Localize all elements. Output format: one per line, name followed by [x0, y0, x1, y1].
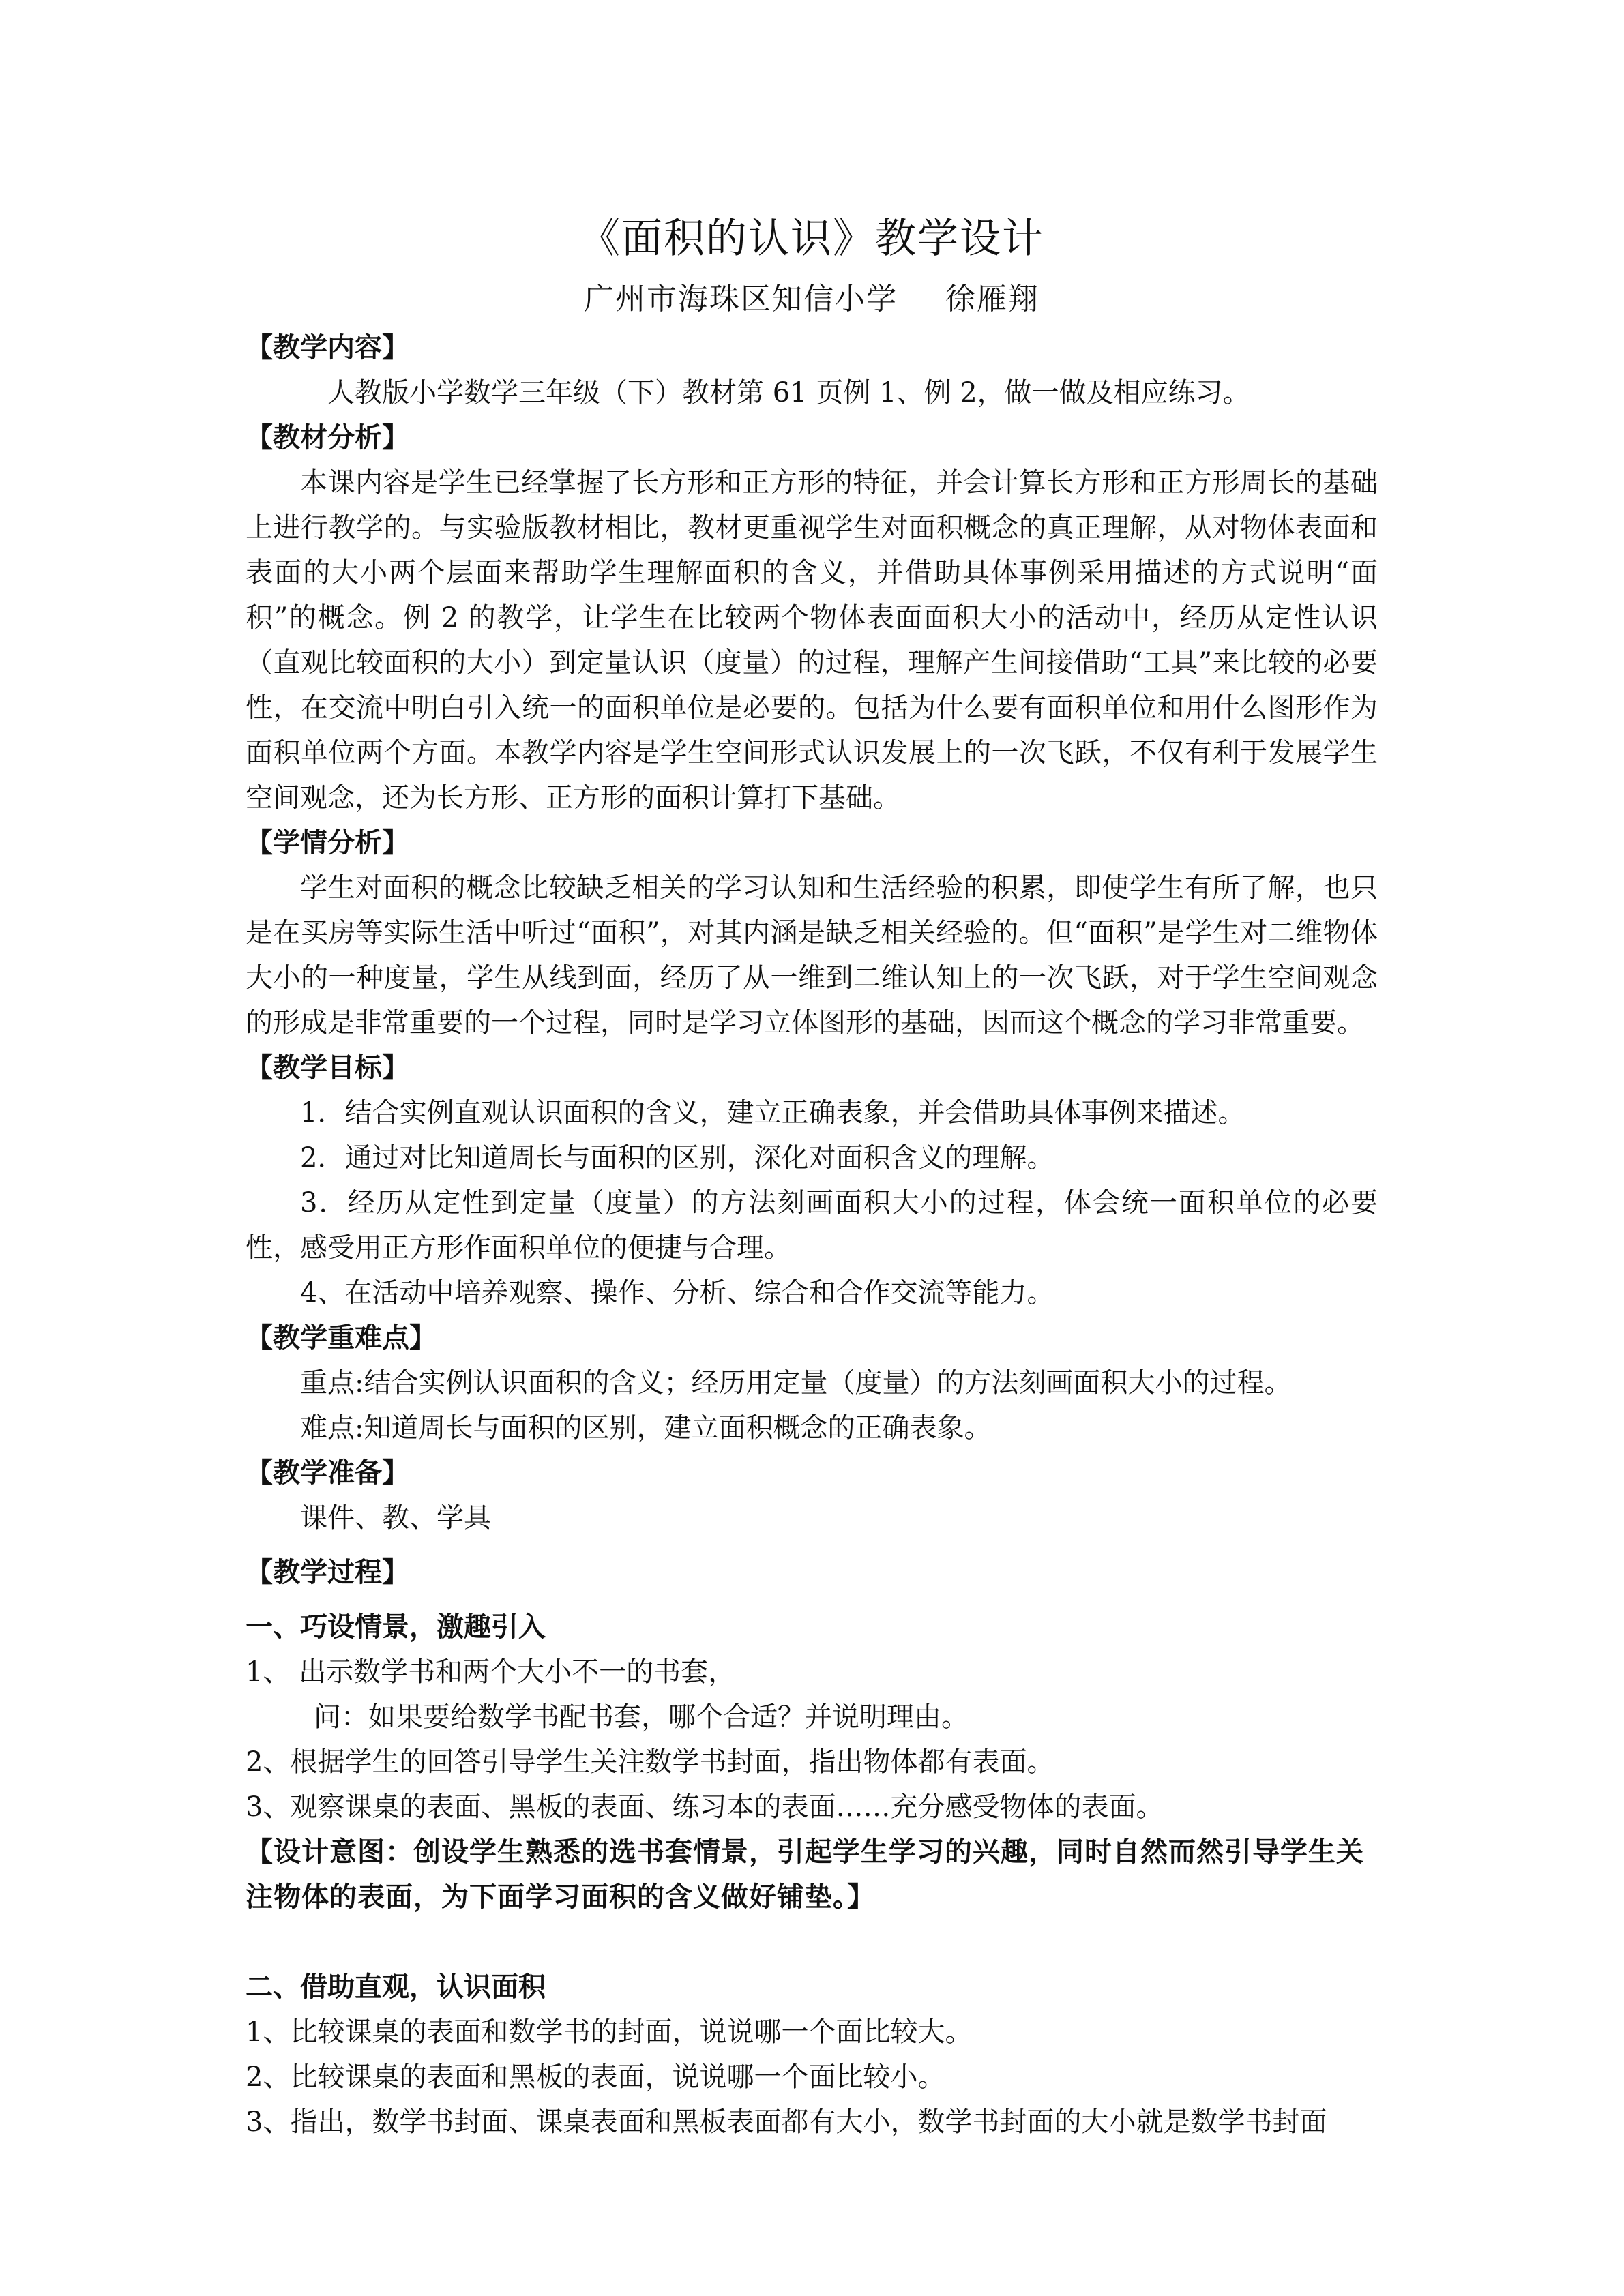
goal-item-4: 4、在活动中培养观察、操作、分析、综合和合作交流等能力。 [300, 1277, 1054, 1309]
step1-item-1-question: 问：如果要给数学书配书套，哪个合适？并说明理由。 [314, 1701, 969, 1733]
step1-item-3: 3、观察课桌的表面、黑板的表面、练习本的表面……充分感受物体的表面。 [246, 1791, 1164, 1823]
page-title: 《面积的认识》教学设计 [579, 215, 1044, 263]
content-text: 人教版小学数学三年级（下）教材第 61 页例 1、例 2，做一做及相应练习。 [327, 377, 1250, 408]
step1-design-note: 【设计意图：创设学生熟悉的选书套情景，引起学生学习的兴趣，同时自然而然引导学生关注物体的表面，为下面学习面积的含义做好铺垫。】 [246, 1836, 1364, 1913]
section-heading-process: 【教学过程】 [246, 1557, 409, 1588]
step1-item-1: 1、 出示数学书和两个大小不一的书套， [246, 1656, 736, 1688]
step1-heading: 一、巧设情景，激趣引入 [246, 1611, 546, 1643]
key-point: 重点:结合实例认识面积的含义；经历用定量（度量）的方法刻画面积大小的过程。 [300, 1367, 1292, 1399]
students-text: 学生对面积的概念比较缺乏相关的学习认知和生活经验的积累，即使学生有所了解，也只是在买房等实际生活中听过“面积”，对其内涵是缺乏相关经验的。但“面积”是学生对二维物体大小的一种度量，学生从线到面，经历了从一维到二维认知上的一次飞跃，对于学生空间观念的形成是非常重要的一个过程，同时是学习立体图形的基础，因而这个概念的学习非常重要。 [246, 872, 1378, 1039]
author-line [246, 275, 1378, 324]
document-page [246, 208, 1378, 2145]
analysis-text: 本课内容是学生已经掌握了长方形和正方形的特征，并会计算长方形和正方形周长的基础上进行教学的。与实验版教材相比，教材更重视学生对面积概念的真正理解，从对物体表面和表面的大小两个层面来帮助学生理解面积的含义，并借助具体事例采用描述的方式说明“面积”的概念。例 2 的教学，让学生在比较两个物体表面面积大小的活动中，经历从定性认识（直观比较面积的大小）到定量认识（度量）的过程，理解产生间接借助“工具”来比较的必要性，在交流中明白引入统一的面积单位是必要的。包括为什么要有面积单位和用什么图形作为面积单位两个方面。本教学内容是学生空间形式认识发展上的一次飞跃，不仅有利于发展学生空间观念，还为长方形、正方形的面积计算打下基础。 [246, 467, 1378, 814]
section-heading-goals: 【教学目标】 [246, 1052, 409, 1084]
difficult-point: 难点:知道周长与面积的区别，建立面积概念的正确表象。 [300, 1412, 992, 1444]
prep-text: 课件、教、学具 [300, 1502, 491, 1534]
section-heading-content: 【教学内容】 [246, 332, 409, 363]
blank-line [246, 1920, 1378, 1965]
step1-item-2: 2、根据学生的回答引导学生关注数学书封面，指出物体都有表面。 [246, 1746, 1054, 1778]
step2-item-2: 2、比较课桌的表面和黑板的表面，说说哪一个面比较小。 [246, 2061, 945, 2093]
author-name: 徐雁翔 [945, 282, 1039, 316]
goal-item-3: 3．经历从定性到定量（度量）的方法刻画面积大小的过程，体会统一面积单位的必要性，感受用正方形作面积单位的便捷与合理。 [246, 1187, 1378, 1264]
section-heading-students: 【学情分析】 [246, 827, 409, 859]
section-heading-analysis: 【教材分析】 [246, 422, 409, 453]
goal-item-2: 2．通过对比知道周长与面积的区别，深化对面积含义的理解。 [300, 1142, 1054, 1174]
step2-heading: 二、借助直观，认识面积 [246, 1971, 546, 2003]
section-heading-keypoints: 【教学重难点】 [246, 1322, 437, 1354]
step2-item-3: 3、指出，数学书封面、课桌表面和黑板表面都有大小，数学书封面的大小就是数学书封面 [246, 2106, 1327, 2138]
author-school: 广州市海珠区知信小学 [584, 282, 898, 316]
goal-item-1: 1．结合实例直观认识面积的含义，建立正确表象，并会借助具体事例来描述。 [300, 1097, 1245, 1129]
section-heading-prep: 【教学准备】 [246, 1457, 409, 1489]
step2-item-1: 1、比较课桌的表面和数学书的封面，说说哪一个面比较大。 [246, 2016, 973, 2048]
